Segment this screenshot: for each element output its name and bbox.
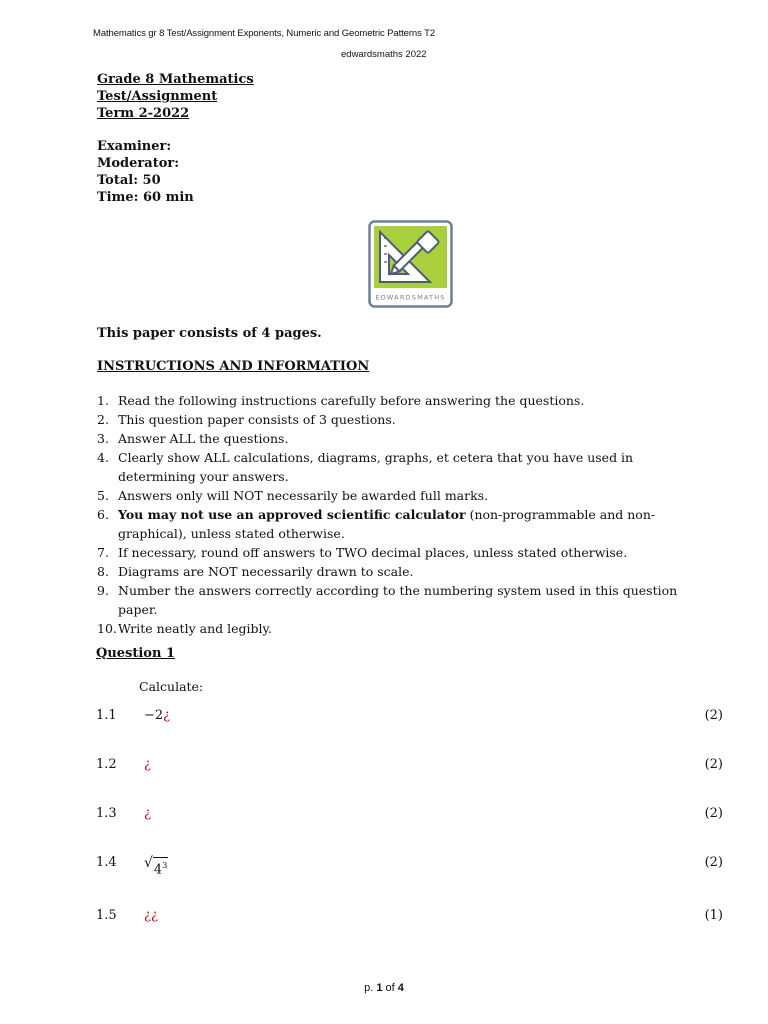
calculator-rule-bold: You may not use an approved scientific calculator: [118, 507, 466, 522]
total-marks: Total: 50: [97, 173, 161, 188]
question-1-prompt: Calculate:: [139, 679, 204, 694]
instructions-list: [97, 391, 707, 638]
question-row: [96, 757, 723, 777]
question-number: 1.3: [96, 806, 117, 821]
logo-wordmark: EDWARDSMATHS: [375, 293, 446, 302]
meta-block: [97, 138, 194, 206]
question-number: 1.4: [96, 855, 117, 870]
running-header-source: edwardsmaths 2022: [341, 49, 427, 60]
time-allowed: Time: 60 min: [97, 190, 194, 205]
total-pages: 4: [397, 982, 404, 994]
question-marks: (2): [704, 855, 723, 870]
instruction-item: 3. Answer ALL the questions.: [97, 431, 289, 446]
title-block: [97, 71, 254, 122]
question-expression: −2¿: [144, 708, 171, 723]
instruction-item: 8. Diagrams are NOT necessarily drawn to scale.: [97, 564, 414, 579]
title-type: Test/Assignment: [97, 89, 218, 104]
question-number: 1.5: [96, 908, 117, 923]
square-root-expression: √ $4^3$: [144, 855, 168, 878]
instruction-item: 4. Clearly show ALL calculations, diagrams, graphs, et cetera that you have used in determining your answers.: [97, 450, 634, 484]
title-term: Term 2-2022: [97, 106, 190, 121]
question-expression: [144, 855, 168, 877]
question-expression: ¿: [144, 757, 151, 772]
question-expression: ¿¿: [144, 908, 158, 923]
question-number: 1.2: [96, 757, 117, 772]
current-page: 1: [376, 982, 383, 994]
instruction-item: 1. Read the following instructions carefully before answering the questions.: [97, 393, 585, 408]
instructions-heading: INSTRUCTIONS AND INFORMATION: [97, 359, 370, 374]
question-row: [96, 908, 723, 928]
question-row: [96, 708, 723, 728]
question-number: 1.1: [96, 708, 117, 723]
question-expression: ¿: [144, 806, 151, 821]
edwardsmaths-logo: [368, 220, 453, 308]
examiner-label: Examiner:: [97, 139, 172, 154]
instruction-item: 5. Answers only will NOT necessarily be awarded full marks.: [97, 488, 489, 503]
running-header-title: Mathematics gr 8 Test/Assignment Exponents, Numeric and Geometric Patterns T2: [93, 28, 436, 39]
instruction-item: 10. Write neatly and legibly.: [97, 621, 272, 636]
question-row: [96, 855, 723, 878]
question-1-heading: Question 1: [96, 646, 176, 661]
title-grade: Grade 8 Mathematics: [97, 72, 254, 87]
instruction-item: 6. You may not use an approved scientific calculator (non-programmable and non-graphical), unless stated otherwise.: [97, 507, 656, 541]
question-row: [96, 806, 723, 826]
page-count-note: This paper consists of 4 pages.: [97, 326, 322, 341]
question-marks: (2): [704, 806, 723, 821]
page-footer: p. 1 of 4: [364, 982, 404, 994]
instruction-item: 9. Number the answers correctly according to the numbering system used in this question paper.: [97, 583, 678, 617]
question-marks: (2): [704, 757, 723, 772]
question-marks: (1): [704, 908, 723, 923]
moderator-label: Moderator:: [97, 156, 180, 171]
instruction-item: 7. If necessary, round off answers to TWO decimal places, unless stated otherwise.: [97, 545, 628, 560]
question-marks: (2): [704, 708, 723, 723]
instruction-item: 2. This question paper consists of 3 questions.: [97, 412, 396, 427]
